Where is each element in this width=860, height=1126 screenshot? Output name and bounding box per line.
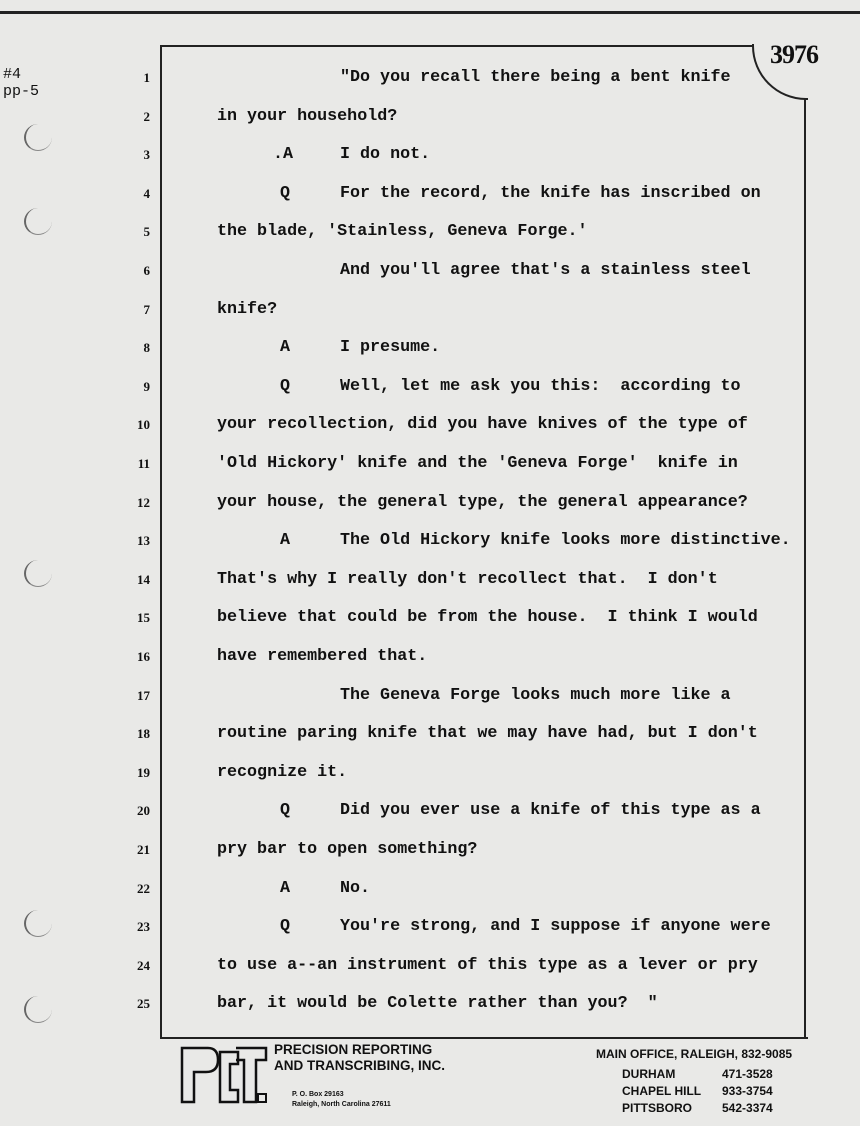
branch-phone: 471-3528 bbox=[722, 1067, 773, 1081]
punch-hole bbox=[24, 208, 52, 235]
punch-hole bbox=[24, 996, 52, 1023]
exhibit-number: #4 bbox=[3, 66, 22, 83]
transcript-line: bar, it would be Colette rather than you? " bbox=[217, 994, 658, 1014]
line-number: 20 bbox=[137, 803, 150, 819]
speaker-label: A bbox=[280, 531, 291, 551]
transcript-line: knife? bbox=[217, 299, 278, 319]
transcript-line: your recollection, did you have knives of the type of bbox=[217, 415, 748, 435]
firm-name-line2: AND TRANSCRIBING, INC. bbox=[274, 1058, 445, 1073]
company-logo bbox=[178, 1044, 268, 1106]
transcript-line: That's why I really don't recollect that. I don't bbox=[217, 569, 718, 589]
transcript-line: your house, the general type, the general appearance? bbox=[217, 492, 748, 512]
transcript-line: And you'll agree that's a stainless steel bbox=[340, 261, 751, 280]
transcript-line: The Geneva Forge looks much more like a bbox=[340, 685, 731, 705]
footer bbox=[0, 1040, 860, 1126]
page-number: 3976 bbox=[770, 40, 818, 69]
transcript-line: No. bbox=[340, 878, 371, 898]
firm-address bbox=[292, 1090, 391, 1110]
branch-phone: 542-3374 bbox=[722, 1101, 773, 1115]
address-line1: P. O. Box 29163 bbox=[292, 1091, 344, 1098]
branch-city: PITTSBORO bbox=[622, 1101, 693, 1115]
line-number: 19 bbox=[137, 764, 150, 780]
line-number: 6 bbox=[143, 263, 150, 278]
branch-city: DURHAM bbox=[622, 1067, 676, 1081]
transcript-line: "Do you recall there being a bent knife bbox=[340, 68, 731, 87]
line-number: 22 bbox=[137, 880, 150, 896]
firm-name-line1: PRECISION REPORTING bbox=[274, 1042, 433, 1057]
line-number: 14 bbox=[137, 571, 150, 587]
line-number: 23 bbox=[137, 919, 150, 935]
line-number: 16 bbox=[137, 649, 150, 664]
line-number: 11 bbox=[137, 456, 150, 471]
line-number: 9 bbox=[143, 378, 150, 394]
firm-name bbox=[274, 1042, 445, 1074]
transcript-line: believe that could be from the house. I think I would bbox=[217, 608, 758, 628]
line-number: 2 bbox=[143, 108, 150, 124]
address-line2: Raleigh, North Carolina 27611 bbox=[292, 1101, 391, 1108]
speaker-label: Q bbox=[280, 917, 291, 937]
transcript-line: For the record, the knife has inscribed on bbox=[340, 183, 761, 203]
transcript-line: I presume. bbox=[340, 338, 441, 358]
line-number: 1 bbox=[143, 70, 150, 85]
line-number: 25 bbox=[137, 996, 150, 1012]
transcript-line: pry bar to open something? bbox=[217, 840, 478, 859]
speaker-label: Q bbox=[280, 801, 291, 821]
branch-office bbox=[622, 1083, 773, 1099]
main-office: MAIN OFFICE, RALEIGH, 832-9085 bbox=[596, 1047, 793, 1061]
line-number: 10 bbox=[137, 417, 150, 433]
top-rule bbox=[0, 11, 860, 14]
line-number: 3 bbox=[143, 147, 150, 163]
margin-note bbox=[3, 66, 39, 100]
transcript-line: in your household? bbox=[217, 106, 398, 126]
line-number: 24 bbox=[137, 957, 150, 973]
line-number: 17 bbox=[137, 687, 150, 703]
line-number: 5 bbox=[143, 224, 150, 240]
punch-hole bbox=[24, 560, 52, 587]
branch-office bbox=[622, 1066, 773, 1082]
speaker-label: A bbox=[280, 878, 291, 898]
line-number: 21 bbox=[137, 842, 150, 857]
transcript-line: the blade, 'Stainless, Geneva Forge.' bbox=[217, 222, 588, 242]
line-number: 7 bbox=[143, 301, 150, 317]
line-number: 4 bbox=[143, 185, 150, 201]
transcript-line: routine paring knife that we may have had, but I don't bbox=[217, 724, 758, 744]
branch-phone: 933-3754 bbox=[722, 1084, 773, 1098]
speaker-label: Q bbox=[280, 183, 291, 203]
transcript-line: have remembered that. bbox=[217, 647, 428, 666]
transcript-line: 'Old Hickory' knife and the 'Geneva Forge' knife in bbox=[217, 454, 738, 473]
line-number: 12 bbox=[137, 494, 150, 510]
page-ref: pp-5 bbox=[3, 83, 40, 100]
transcript-line: recognize it. bbox=[217, 762, 348, 782]
speaker-label: A bbox=[280, 338, 291, 358]
transcript-line: I do not. bbox=[340, 145, 431, 165]
transcript-line: to use a--an instrument of this type as a lever or pry bbox=[217, 955, 758, 975]
transcript-line: Did you ever use a knife of this type as a bbox=[340, 801, 761, 821]
speaker-label: .A bbox=[273, 145, 294, 165]
punch-hole bbox=[24, 910, 52, 937]
transcript-line: Well, let me ask you this: according to bbox=[340, 376, 741, 396]
speaker-label: Q bbox=[280, 376, 291, 396]
line-number: 18 bbox=[137, 726, 150, 742]
line-number: 13 bbox=[137, 533, 150, 549]
frame-right-border bbox=[804, 96, 806, 1037]
transcript-line: The Old Hickory knife looks more distinctive. bbox=[340, 531, 791, 551]
branch-office bbox=[622, 1100, 773, 1116]
punch-hole bbox=[24, 124, 52, 151]
line-number: 8 bbox=[143, 340, 150, 356]
branch-city: CHAPEL HILL bbox=[622, 1084, 702, 1098]
line-number: 15 bbox=[137, 610, 150, 626]
transcript-line: You're strong, and I suppose if anyone were bbox=[340, 917, 771, 937]
